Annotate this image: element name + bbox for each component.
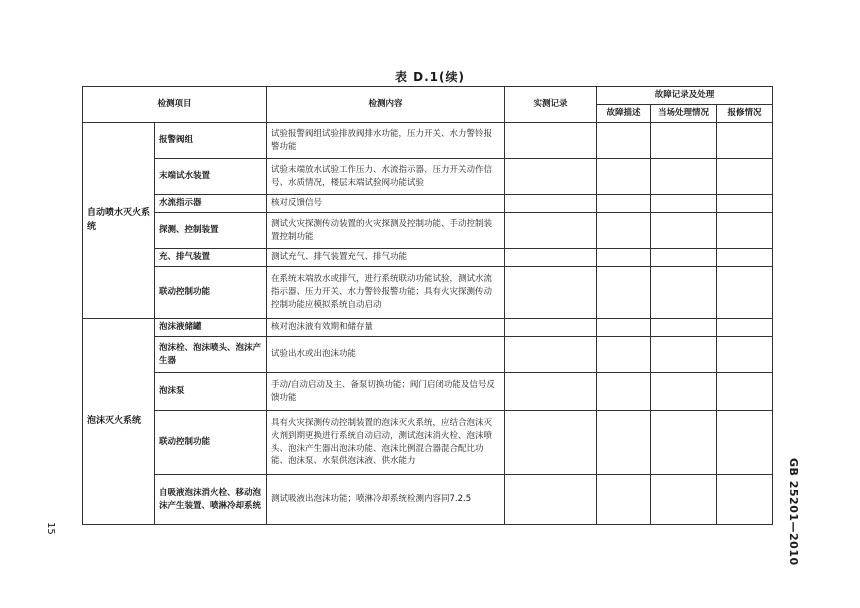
row-content: 试验报警阀组试验排放阀排水功能，压力开关、水力警铃报警功能 xyxy=(267,123,505,159)
report-cell xyxy=(717,267,773,319)
row-content: 手动/自动启动及主、备泵切换功能；阀门启闭功能及信号反馈功能 xyxy=(267,373,505,411)
fault-desc-cell xyxy=(597,337,651,373)
row-item: 水流指示器 xyxy=(155,195,267,213)
table-row xyxy=(83,159,773,195)
onsite-cell xyxy=(651,411,717,475)
fault-desc-cell xyxy=(597,213,651,249)
table-row xyxy=(83,249,773,267)
record-cell xyxy=(505,475,597,525)
fault-desc-cell xyxy=(597,319,651,337)
record-cell xyxy=(505,123,597,159)
fault-desc-cell xyxy=(597,195,651,213)
onsite-cell xyxy=(651,337,717,373)
page-number: 15 xyxy=(45,522,56,535)
header-record: 实测记录 xyxy=(505,87,597,123)
system-name: 泡沫灭火系统 xyxy=(83,319,155,525)
record-cell xyxy=(505,411,597,475)
report-cell xyxy=(717,249,773,267)
header-onsite: 当场处理情况 xyxy=(651,105,717,123)
report-cell xyxy=(717,319,773,337)
header-fault-group: 故障记录及处理 xyxy=(597,87,773,105)
fault-desc-cell xyxy=(597,475,651,525)
row-content: 试验出水或出泡沫功能 xyxy=(267,337,505,373)
row-item: 充、排气装置 xyxy=(155,249,267,267)
table-row xyxy=(83,337,773,373)
row-content: 试验末端放水试验工作压力、水流指示器、压力开关动作信号、水质情况，楼层末端试验阀功能试验 xyxy=(267,159,505,195)
onsite-cell xyxy=(651,475,717,525)
fault-desc-cell xyxy=(597,249,651,267)
fault-desc-cell xyxy=(597,267,651,319)
row-item: 末端试水装置 xyxy=(155,159,267,195)
onsite-cell xyxy=(651,213,717,249)
onsite-cell xyxy=(651,195,717,213)
standard-code: GB 25201—2010 xyxy=(787,458,800,566)
onsite-cell xyxy=(651,373,717,411)
report-cell xyxy=(717,373,773,411)
row-item: 报警阀组 xyxy=(155,123,267,159)
report-cell xyxy=(717,213,773,249)
header-item: 检测项目 xyxy=(83,87,267,123)
header-content: 检测内容 xyxy=(267,87,505,123)
row-content: 核对泡沫液有效期和储存量 xyxy=(267,319,505,337)
row-content: 测试充气、排气装置充气、排气功能 xyxy=(267,249,505,267)
table-row xyxy=(83,123,773,159)
report-cell xyxy=(717,123,773,159)
fault-desc-cell xyxy=(597,373,651,411)
fault-desc-cell xyxy=(597,123,651,159)
report-cell xyxy=(717,195,773,213)
table-title: 表 D.1(续) xyxy=(394,70,466,84)
fault-desc-cell xyxy=(597,411,651,475)
onsite-cell xyxy=(651,319,717,337)
row-content: 测试火灾探测传动装置的火灾探测及控制功能、手动控制装置控制功能 xyxy=(267,213,505,249)
header-fault-desc: 故障描述 xyxy=(597,105,651,123)
table-row xyxy=(83,195,773,213)
record-cell xyxy=(505,213,597,249)
inspection-table xyxy=(82,86,773,525)
row-item: 泡沫栓、泡沫喷头、泡沫产生器 xyxy=(155,337,267,373)
onsite-cell xyxy=(651,159,717,195)
record-cell xyxy=(505,249,597,267)
report-cell xyxy=(717,411,773,475)
onsite-cell xyxy=(651,123,717,159)
row-item: 泡沫液储罐 xyxy=(155,319,267,337)
fault-desc-cell xyxy=(597,159,651,195)
onsite-cell xyxy=(651,249,717,267)
record-cell xyxy=(505,337,597,373)
row-item: 探测、控制装置 xyxy=(155,213,267,249)
row-content: 测试吸液出泡沫功能；喷淋冷却系统检测内容同7.2.5 xyxy=(267,475,505,525)
onsite-cell xyxy=(651,267,717,319)
table-row xyxy=(83,411,773,475)
report-cell xyxy=(717,337,773,373)
record-cell xyxy=(505,319,597,337)
table-row xyxy=(83,213,773,249)
table-row xyxy=(83,475,773,525)
row-item: 联动控制功能 xyxy=(155,411,267,475)
row-item: 泡沫泵 xyxy=(155,373,267,411)
record-cell xyxy=(505,159,597,195)
row-content: 核对反馈信号 xyxy=(267,195,505,213)
report-cell xyxy=(717,159,773,195)
record-cell xyxy=(505,373,597,411)
row-item: 联动控制功能 xyxy=(155,267,267,319)
header-report: 报修情况 xyxy=(717,105,773,123)
system-name: 自动喷水灭火系统 xyxy=(83,123,155,319)
report-cell xyxy=(717,475,773,525)
row-content: 在系统末端放水或排气，进行系统联动功能试验，测试水流指示器、压力开关、水力警铃报警功能；具有火灾探测传动控制功能应模拟系统自动启动 xyxy=(267,267,505,319)
row-content: 具有火灾探测传动控制装置的泡沫灭火系统，应结合泡沫灭火剂到期更换进行系统自动启动，测试泡沫消火栓、泡沫喷头、泡沫产生器出泡沫功能、泡沫比例混合器混合配比功能、泡沫泵、水泵供泡沫液、供水能力 xyxy=(267,411,505,475)
table-row xyxy=(83,267,773,319)
record-cell xyxy=(505,267,597,319)
record-cell xyxy=(505,195,597,213)
row-item: 自吸液泡沫消火栓、移动泡沫产生装置、喷淋冷却系统 xyxy=(155,475,267,525)
table-row xyxy=(83,373,773,411)
table-row xyxy=(83,319,773,337)
